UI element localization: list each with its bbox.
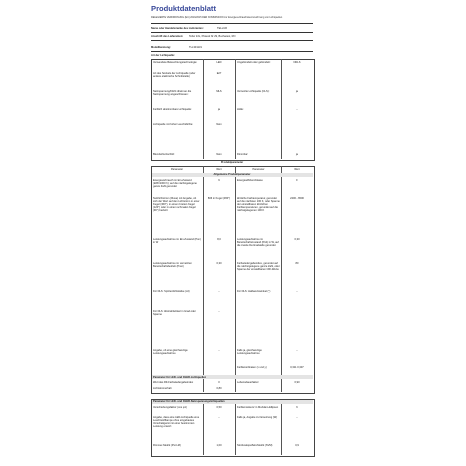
- divider: [151, 51, 313, 52]
- pp-key: Für DLS: Halbwertswinkel (°): [237, 290, 271, 293]
- lst-key: Netzspannung/Nicht direkt an die Netzspannung angeschlossen:: [153, 90, 192, 97]
- mains-value: 6: [296, 406, 298, 409]
- mains-key: Flimmer-Metrik (Pst LM): [153, 444, 181, 447]
- model-value: TLL331131: [189, 46, 202, 49]
- model-label: Modellkennung:: [151, 46, 171, 49]
- lst-value: ja: [295, 153, 299, 156]
- product-datasheet: [149, 0, 317, 466]
- lst-key: Art des Sockels der Lichtquelle (oder andere elektrische Schnittstelle): [153, 72, 196, 79]
- pp-value: F: [296, 179, 298, 182]
- lst-value: ja: [217, 108, 221, 111]
- led-value: 0,90: [294, 381, 300, 384]
- col-header-param-2: Parameter: [252, 168, 265, 171]
- pp-value: 80: [295, 262, 299, 265]
- lst-value: E27: [216, 72, 222, 75]
- col-header-param: Parameter: [170, 168, 184, 171]
- divider: [151, 23, 313, 24]
- led-value: 0,80: [216, 387, 222, 390]
- lst-key: Vernetzte Lichtquelle (CLS):: [237, 90, 270, 93]
- lst-value: Nein: [216, 123, 222, 126]
- pp-key: ähnliche Farbtemperatur, gerundet auf die nächsten 100 K, oder Spanne der einstellbaren ähnlichen Farbtemperaturen, gerundet auf die nächstgelegenen 100 K: [237, 197, 280, 213]
- regulation-text: DELEGIERTE VERORDNUNG (EU) 2019/2015 DER KOMMISSION zur Energieverbrauchskennzeichnung von Lichtquellen: [151, 15, 283, 19]
- pp-value: 806 in Kugel (360°): [207, 197, 231, 200]
- pp-value: 0,30: [216, 262, 222, 265]
- pp-value: 8,0: [217, 238, 221, 241]
- pp-key: Falls ja, gleichwertige Leistungsaufnahme: [237, 349, 262, 356]
- lst-key: Hülle:: [237, 108, 244, 111]
- pp-value: –: [218, 349, 220, 352]
- mains-params-header: Parameter für LED- und OLED-Netzspannungslichtquellen: [153, 400, 225, 403]
- column-divider: [203, 404, 204, 455]
- light-source-type-header: Art der Lichtquelle:: [151, 54, 175, 57]
- lst-key: Dimmbar:: [237, 153, 249, 156]
- pp-value: 9: [218, 179, 220, 182]
- pp-key: Angabe, ob eine gleichwertige Leistungsaufnahme: [153, 349, 188, 356]
- lst-key: Farblich abstimmbare Lichtquelle:: [153, 108, 192, 111]
- led-params-header: Parameter für LED- und OLED-Lichtquellen: [153, 375, 207, 379]
- led-value: 0: [218, 381, 220, 384]
- product-params-header: Produktparameter: [220, 161, 244, 164]
- pp-value: 0,30: [294, 238, 300, 241]
- pp-key: Für DLS: Spitzenlichtstärke (cd): [153, 290, 190, 293]
- led-key: Lichtstromerhalt: [153, 387, 172, 390]
- led-key: Wert des R9-Farbwiedergabeindex: [153, 381, 194, 384]
- pp-key: Energieverbrauch im Ein-Zustand (kWh/1000 h); auf die nächstgelegene ganze Zahl gerundet: [153, 179, 197, 189]
- mains-value: 1,00: [216, 444, 222, 447]
- supplier-address-label: Anschrift des Lieferanten:: [151, 35, 184, 38]
- lst-value: ja: [295, 90, 299, 93]
- pp-key: Leistungsaufnahme im Ein-Zustand (Pon) in W: [153, 238, 201, 245]
- pp-key: Leistungsaufnahme im vernetzten Bereitschaftsbetrieb (Pnet): [153, 262, 192, 269]
- mains-key: Farbkonsistenz in McAdam-Ellipsen: [237, 406, 279, 409]
- mains-value: –: [296, 416, 298, 419]
- pp-key: Für DLS: Abstrahlwinkel in Grad oder Spanne: [153, 310, 196, 317]
- lst-value: MLS: [216, 90, 222, 93]
- pp-value: –: [218, 310, 220, 313]
- mains-value: 0,50: [216, 406, 222, 409]
- general-params-header: Allgemeine Produktparameter: [213, 173, 251, 176]
- pp-key: Energieeffizienzklasse: [237, 179, 263, 182]
- lst-key: Blendschutzschild:: [153, 153, 175, 156]
- mains-value: 0,9: [295, 444, 299, 447]
- pp-value: –: [296, 290, 298, 293]
- lst-value: –: [296, 108, 298, 111]
- col-header-value-2: Wert: [294, 168, 300, 171]
- lst-key: Verwendete Beleuchtungstechnologie:: [153, 61, 198, 64]
- pp-value: 2200...6500: [290, 197, 304, 200]
- col-header-value: Wert: [216, 168, 222, 171]
- pp-key: Farbkoordinaten (x und y): [237, 366, 267, 369]
- mains-value: –: [218, 416, 220, 419]
- lst-key: Ungebündelt oder gebündelt:: [237, 61, 271, 64]
- lst-key: Lichtquelle mit hoher Leuchtdichte:: [153, 123, 194, 126]
- supplier-name-label: Name oder Handelsmarke des Lieferanten:: [151, 27, 204, 30]
- pp-key: Leistungsaufnahme im Bereitschaftszustand (Psb) in W, auf die zweite Dezimalstelle gerundet: [237, 238, 279, 248]
- lst-value: LED: [216, 61, 222, 64]
- pp-value: 0,311 0,337: [290, 366, 304, 369]
- pp-value: –: [296, 349, 298, 352]
- mains-key: Angabe, dass eine LED-Lichtquelle eine Leuchtstofflampe ohne eingebautes Vorschaltgerät mit einer bestimmten Leistung ersetzt: [153, 416, 200, 429]
- mains-key: Falls ja, Angabe zur Ersetzung (W): [237, 416, 278, 419]
- led-key: Lebensdauerfaktor: [237, 381, 259, 384]
- pp-key: Farbwiedergabeindex, gerundet auf die nächstgelegene ganze Zahl, oder Spanne der einstellbaren CRI-Werte: [237, 262, 280, 272]
- column-divider: [235, 404, 236, 455]
- divider: [151, 40, 313, 41]
- column-divider: [235, 59, 236, 159]
- mains-key: Stroboskopeffekt-Metrik (SVM): [237, 444, 273, 447]
- mains-key: Verschiebungsfaktor (cos φ1): [153, 406, 187, 409]
- lst-value: Nein: [216, 153, 222, 156]
- pp-key: Nutzlichtstrom (Φuse) mit Angabe, ob sich der Wert auf den Lichtstrom in einer Kugel (360°), in einem breiten Kegel (120°) oder in einem schmalen Kegel (90°) bezieht: [153, 197, 200, 213]
- divider: [151, 32, 313, 33]
- pp-value: –: [218, 290, 220, 293]
- column-divider: [235, 166, 236, 392]
- column-divider: [281, 404, 282, 455]
- supplier-address-value: Tellur Info, Ploiesti Nr 29, Bucharest, RO: [189, 35, 236, 38]
- supplier-name-value: TELLUR: [217, 27, 227, 30]
- page-title: Produktdatenblatt: [151, 4, 216, 13]
- lst-value: NDLS: [293, 61, 301, 64]
